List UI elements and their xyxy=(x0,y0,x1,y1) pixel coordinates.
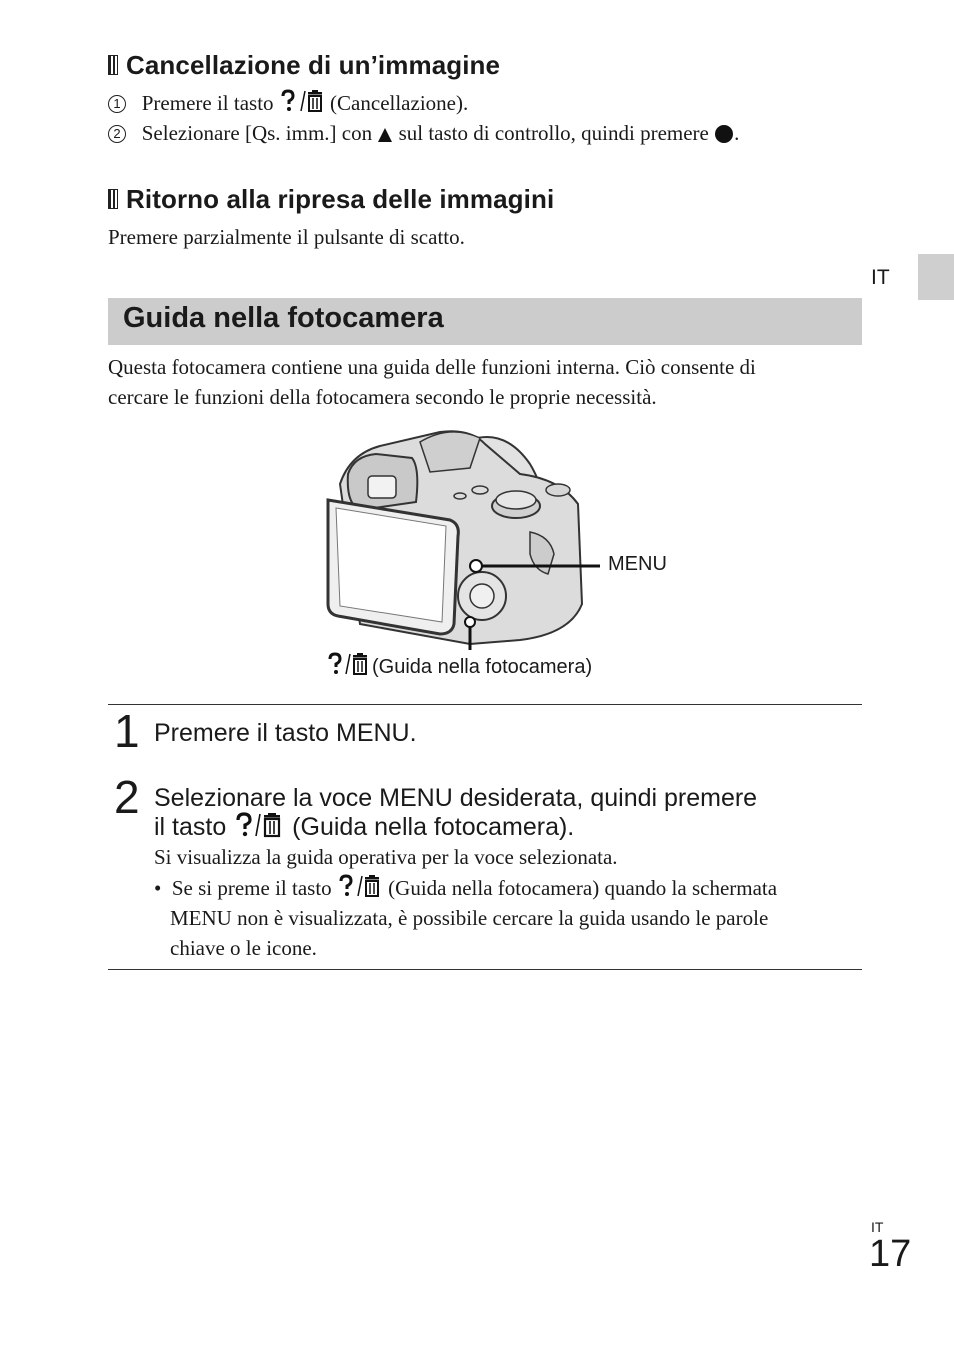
side-language-label: IT xyxy=(871,266,890,289)
camera-illustration xyxy=(320,424,600,650)
step-number-circle: 1 xyxy=(108,95,126,113)
guide-callout-label: (Guida nella fotocamera) xyxy=(326,652,592,679)
footer-language: IT xyxy=(871,1219,884,1235)
step-2-note: Si visualizza la guida operativa per la voce selezionata. xyxy=(154,845,618,869)
triangle-up-icon xyxy=(377,127,393,143)
section-heading-return: Ritorno alla ripresa delle immagini xyxy=(108,184,554,215)
steps-top-rule xyxy=(108,704,862,705)
section-heading-delete: Cancellazione di un’immagine xyxy=(108,50,500,81)
banner-title: Guida nella fotocamera xyxy=(123,302,444,334)
help-trash-icon xyxy=(279,89,325,113)
step-number-1: 1 xyxy=(114,705,140,757)
help-trash-icon xyxy=(233,812,285,838)
delete-step-1: 1 Premere il tasto (Cancellazione). xyxy=(108,88,468,118)
delete-step-2: 2 Selezionare [Qs. imm.] con sul tasto di controllo, quindi premere . xyxy=(108,118,739,148)
section-marker-icon xyxy=(108,55,118,75)
help-trash-icon xyxy=(326,652,372,676)
step-number-2: 2 xyxy=(114,771,140,823)
side-tab xyxy=(918,254,954,300)
step-1-text: Premere il tasto MENU. xyxy=(154,719,417,747)
return-text: Premere parzialmente il pulsante di scatto. xyxy=(108,225,465,249)
menu-callout-label: MENU xyxy=(608,553,667,575)
step-number-circle: 2 xyxy=(108,125,126,143)
help-trash-icon xyxy=(337,874,383,898)
banner-intro: Questa fotocamera contiene una guida delle funzioni interna. Ciò consente di cercare le funzioni della fotocamera secondo le proprie necessità. xyxy=(108,355,756,409)
page-number: 17 xyxy=(869,1233,912,1275)
steps-bottom-rule xyxy=(108,969,862,970)
filled-circle-icon xyxy=(714,123,734,143)
section-marker-icon xyxy=(108,189,118,209)
step-2-heading: Selezionare la voce MENU desiderata, quindi premere il tasto (Guida nella fotocamera). xyxy=(154,784,758,841)
step-2-bullet: • Se si preme il tasto (Guida nella fotocamera) quando la schermata MENU non è visualizzata, è possibile cercare la guida usando le parole chiave o le icone. xyxy=(154,876,778,960)
